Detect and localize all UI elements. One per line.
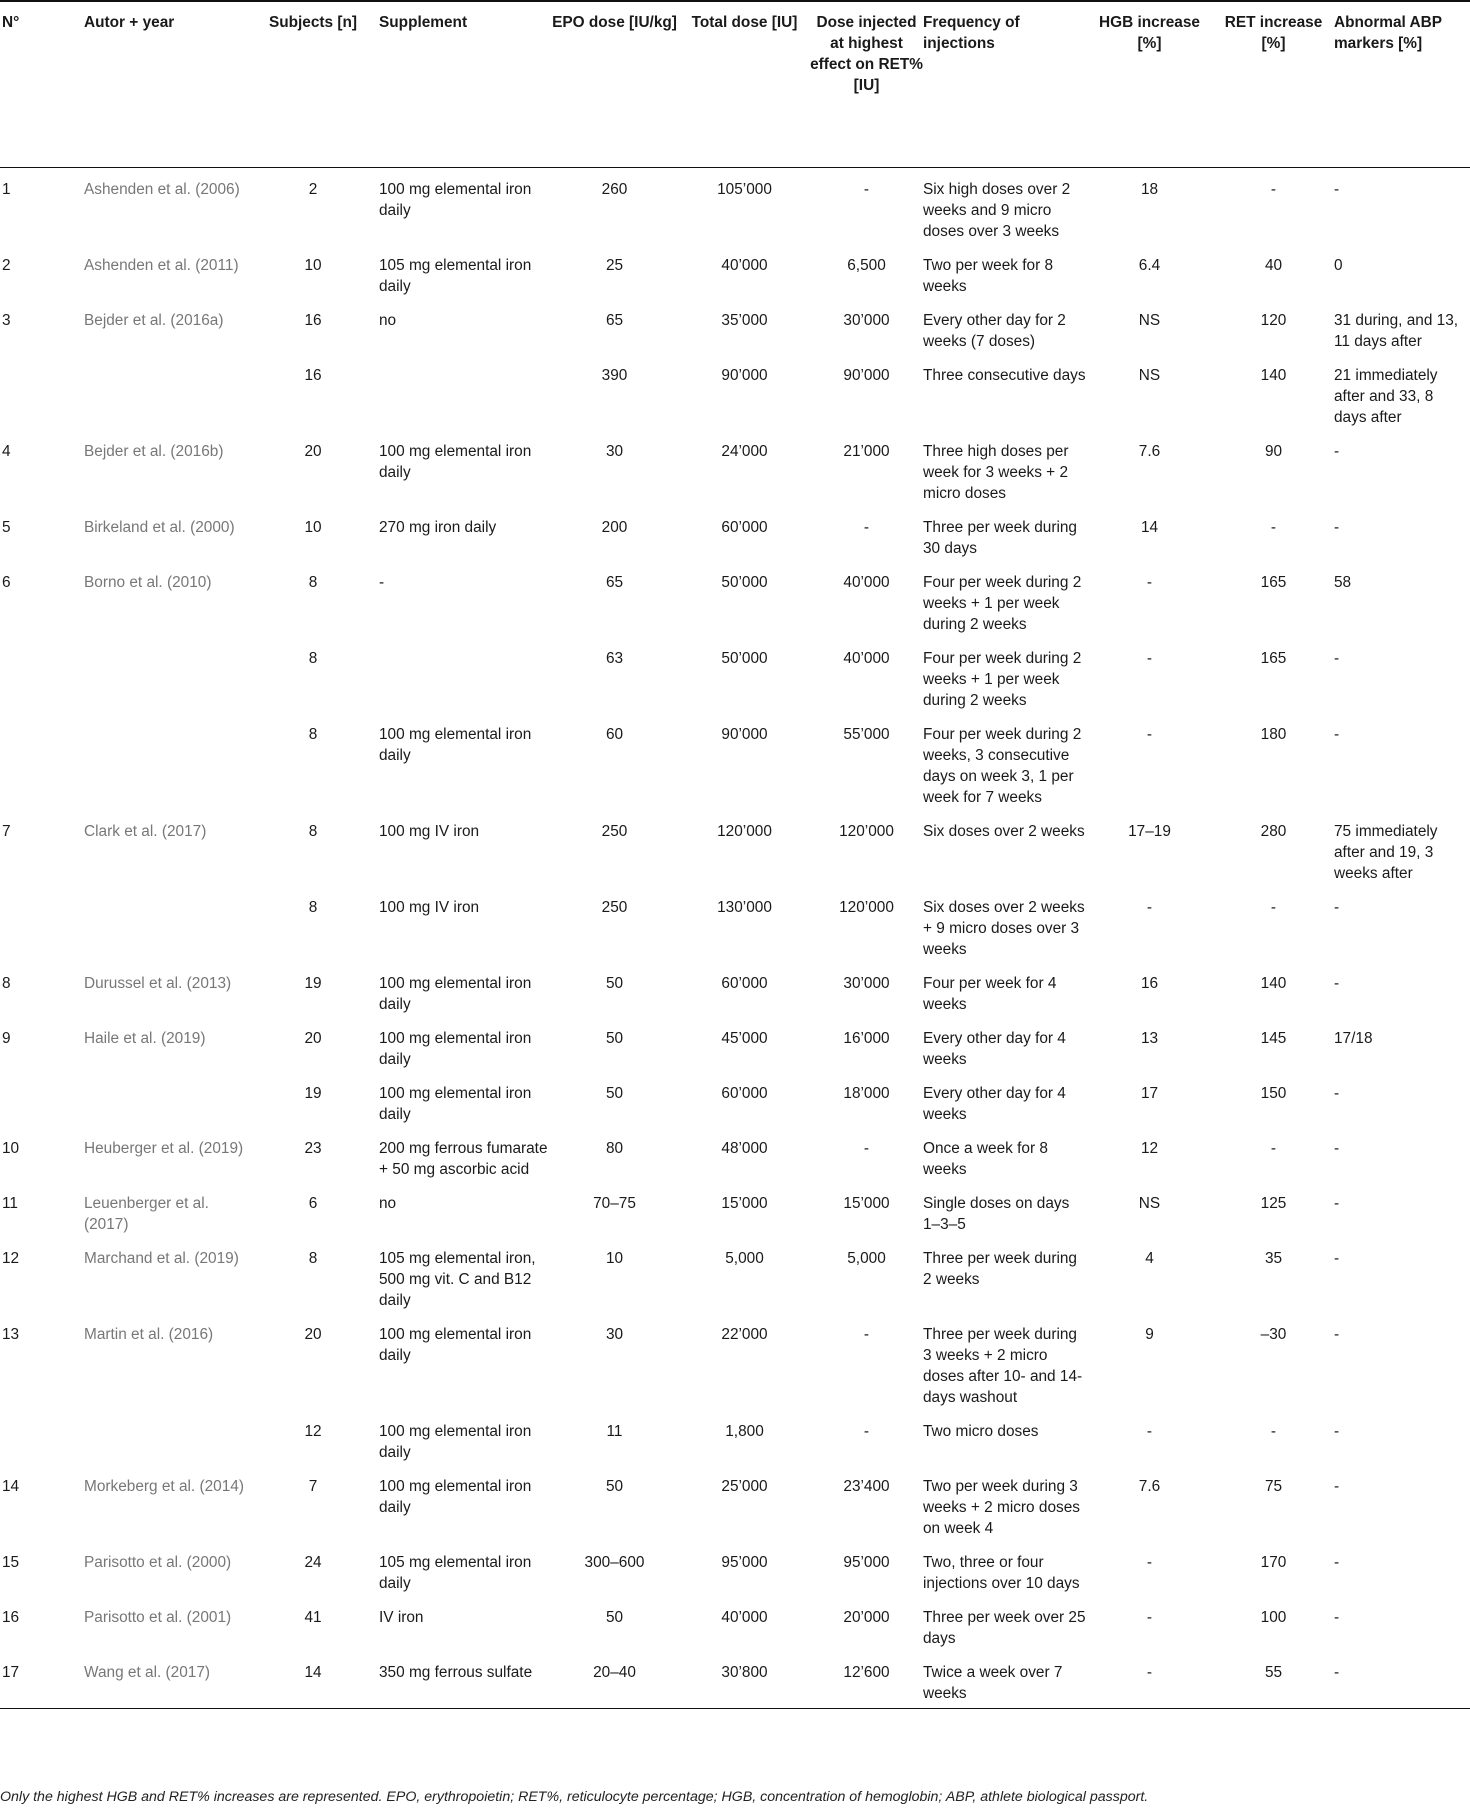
- cell-ret-increase: 40: [1264, 256, 1283, 274]
- cell-frequency: Four per week during 2 weeks + 1 per week during 2 weeks: [923, 573, 1082, 633]
- table-row: [0, 561, 1470, 637]
- cell-abnormal-abp: 17/18: [1334, 1029, 1373, 1047]
- cell-total-dose: 105’000: [717, 180, 772, 198]
- cell-author-year: Martin et al. (2016): [84, 1325, 214, 1343]
- cell-ret-increase: -: [1270, 1422, 1277, 1440]
- cell-hgb-increase: -: [1146, 725, 1153, 743]
- cell-dose-highest-effect: 120’000: [839, 822, 894, 840]
- cell-frequency: Six high doses over 2 weeks and 9 micro doses over 3 weeks: [923, 180, 1071, 240]
- cell-dose-highest-effect: 18’000: [843, 1084, 890, 1102]
- cell-supplement: 100 mg elemental iron daily: [379, 442, 532, 481]
- header-author-year: Autor + year: [84, 1, 247, 167]
- cell-author-year: Borno et al. (2010): [84, 573, 212, 591]
- cell-ret-increase: 170: [1260, 1553, 1287, 1571]
- cell-epo-dose: 50: [605, 1608, 624, 1626]
- cell-number: 5: [2, 518, 11, 536]
- cell-number: 4: [2, 442, 11, 460]
- cell-hgb-increase: -: [1146, 1422, 1153, 1440]
- cell-frequency: Three high doses per week for 3 weeks + 2 micro doses: [923, 442, 1069, 502]
- cell-total-dose: 45’000: [721, 1029, 768, 1047]
- cell-frequency: Six doses over 2 weeks: [923, 822, 1085, 840]
- header-hgb-increase: HGB increase [%]: [1086, 1, 1213, 167]
- table-body: [0, 167, 1470, 1708]
- cell-frequency: Three per week during 2 weeks: [923, 1249, 1077, 1288]
- cell-ret-increase: 55: [1213, 1651, 1334, 1709]
- cell-ret-increase: 100: [1260, 1608, 1287, 1626]
- cell-subjects: 16: [304, 311, 322, 329]
- cell-abnormal-abp: 58: [1334, 573, 1352, 591]
- cell-author-year: [84, 637, 247, 713]
- cell-total-dose: 60’000: [721, 974, 768, 992]
- cell-epo-dose: 70–75: [593, 1194, 636, 1212]
- cell-author-year: [84, 1410, 247, 1465]
- cell-epo-dose: 80: [605, 1139, 624, 1157]
- cell-author-year: Parisotto et al. (2001): [84, 1608, 232, 1626]
- cell-abnormal-abp: -: [1334, 898, 1340, 916]
- cell-hgb-increase: -: [1146, 1553, 1153, 1571]
- cell-frequency: Every other day for 4 weeks: [923, 1029, 1066, 1068]
- cell-ret-increase: 150: [1260, 1084, 1287, 1102]
- cell-ret-increase: 140: [1260, 974, 1287, 992]
- cell-ret-increase: 35: [1264, 1249, 1283, 1267]
- cell-hgb-increase: -: [1146, 898, 1153, 916]
- cell-author-year: Clark et al. (2017): [84, 822, 207, 840]
- cell-supplement: no: [379, 311, 397, 329]
- table-header-row: [0, 1, 1470, 167]
- cell-ret-increase: –30: [1260, 1325, 1287, 1343]
- cell-dose-highest-effect: 30’000: [843, 311, 890, 329]
- cell-abnormal-abp: -: [1334, 1084, 1340, 1102]
- cell-subjects: 8: [308, 1249, 318, 1267]
- cell-frequency: Once a week for 8 weeks: [923, 1139, 1048, 1178]
- cell-number: 7: [2, 822, 11, 840]
- table-row: [0, 167, 1470, 244]
- cell-ret-increase: 165: [1260, 573, 1287, 591]
- cell-epo-dose: 63: [605, 649, 624, 667]
- table-row: [0, 1127, 1470, 1182]
- cell-supplement: 270 mg iron daily: [379, 518, 497, 536]
- cell-author-year: [84, 1072, 247, 1127]
- header-supplement: Supplement: [379, 1, 550, 167]
- table-row: [0, 1465, 1470, 1541]
- cell-abnormal-abp: -: [1334, 1608, 1340, 1626]
- cell-number: 6: [2, 573, 11, 591]
- cell-number: 16: [2, 1608, 20, 1626]
- cell-abnormal-abp: -: [1334, 1553, 1340, 1571]
- table-row: [0, 299, 1470, 354]
- cell-author-year: Wang et al. (2017): [84, 1651, 247, 1709]
- table-row: [0, 713, 1470, 810]
- cell-abnormal-abp: -: [1334, 442, 1340, 460]
- cell-epo-dose: 200: [601, 518, 628, 536]
- cell-frequency: Four per week for 4 weeks: [923, 974, 1057, 1013]
- cell-subjects: 20: [304, 1029, 322, 1047]
- cell-dose-highest-effect: 6,500: [847, 256, 886, 274]
- cell-author-year: Morkeberg et al. (2014): [84, 1477, 244, 1495]
- cell-ret-increase: 75: [1264, 1477, 1283, 1495]
- cell-hgb-increase: -: [1146, 573, 1153, 591]
- cell-abnormal-abp: -: [1334, 518, 1340, 536]
- cell-abnormal-abp: -: [1334, 1325, 1340, 1343]
- cell-supplement: 100 mg elemental iron daily: [379, 1325, 532, 1364]
- table-row: [0, 962, 1470, 1017]
- cell-ret-increase: -: [1270, 898, 1277, 916]
- cell-dose-highest-effect: 95’000: [843, 1553, 890, 1571]
- table-row: [0, 810, 1470, 886]
- cell-supplement: no: [379, 1194, 397, 1212]
- cell-author-year: Ashenden et al. (2011): [84, 256, 239, 274]
- header-ret-increase: RET increase [%]: [1213, 1, 1334, 167]
- cell-total-dose: 25’000: [721, 1477, 768, 1495]
- cell-supplement: 100 mg elemental iron daily: [379, 180, 532, 219]
- cell-total-dose: 22’000: [721, 1325, 768, 1343]
- cell-epo-dose: 25: [605, 256, 624, 274]
- cell-total-dose: 90’000: [721, 366, 768, 384]
- cell-author-year: Marchand et al. (2019): [84, 1249, 239, 1267]
- cell-abnormal-abp: -: [1334, 1477, 1340, 1495]
- cell-number: 1: [2, 180, 11, 198]
- header-frequency: Frequency of injections: [923, 1, 1086, 167]
- cell-supplement: 105 mg elemental iron daily: [379, 1553, 532, 1592]
- cell-supplement: 105 mg elemental iron, 500 mg vit. C and B12 daily: [379, 1249, 536, 1309]
- cell-author-year: Haile et al. (2019): [84, 1029, 206, 1047]
- cell-hgb-increase: 14: [1140, 518, 1159, 536]
- table-row: [0, 506, 1470, 561]
- cell-epo-dose: 30: [605, 1325, 624, 1343]
- cell-frequency: Three per week over 25 days: [923, 1608, 1086, 1647]
- cell-number: 2: [2, 256, 11, 274]
- cell-epo-dose: 250: [601, 898, 628, 916]
- cell-epo-dose: 260: [601, 180, 628, 198]
- cell-total-dose: 95’000: [721, 1553, 768, 1571]
- cell-ret-increase: 180: [1260, 725, 1287, 743]
- table-row: [0, 1182, 1470, 1237]
- cell-total-dose: 24’000: [721, 442, 768, 460]
- header-abnormal-abp: Abnormal ABP markers [%]: [1334, 1, 1470, 167]
- cell-author-year: Leuenberger et al. (2017): [84, 1194, 209, 1233]
- cell-number: 11: [2, 1194, 18, 1212]
- cell-hgb-increase: 16: [1140, 974, 1159, 992]
- cell-author-year: Birkeland et al. (2000): [84, 518, 235, 536]
- table-row: [0, 1651, 1470, 1709]
- cell-author-year: Durussel et al. (2013): [84, 974, 232, 992]
- cell-frequency: Two per week during 3 weeks + 2 micro doses on week 4: [923, 1477, 1080, 1537]
- cell-supplement: [379, 637, 550, 713]
- cell-hgb-increase: 13: [1140, 1029, 1159, 1047]
- cell-dose-highest-effect: 21’000: [843, 442, 890, 460]
- cell-abnormal-abp: -: [1334, 974, 1340, 992]
- cell-subjects: 8: [308, 898, 318, 916]
- cell-number: 9: [2, 1029, 11, 1047]
- cell-frequency: Six doses over 2 weeks + 9 micro doses over 3 weeks: [923, 898, 1085, 958]
- cell-hgb-increase: 7.6: [1138, 1477, 1161, 1495]
- cell-subjects: 10: [304, 518, 322, 536]
- cell-subjects: 6: [308, 1194, 318, 1212]
- cell-total-dose: 60’000: [721, 518, 768, 536]
- cell-number: [0, 713, 84, 810]
- cell-supplement: 350 mg ferrous sulfate: [379, 1651, 550, 1709]
- cell-subjects: 10: [304, 256, 322, 274]
- cell-epo-dose: 50: [605, 1029, 624, 1047]
- header-dose-highest-effect: Dose injected at highest effect on RET% [IU]: [810, 1, 923, 167]
- cell-abnormal-abp: -: [1334, 1249, 1340, 1267]
- cell-subjects: 2: [308, 180, 318, 198]
- cell-total-dose: 130’000: [717, 898, 772, 916]
- cell-supplement: 100 mg elemental iron daily: [379, 1477, 532, 1516]
- cell-number: [0, 886, 84, 962]
- header-subjects: Subjects [n]: [247, 1, 379, 167]
- header-number: N°: [0, 1, 84, 167]
- cell-supplement: 100 mg elemental iron daily: [379, 1029, 532, 1068]
- header-total-dose: Total dose [IU]: [679, 1, 810, 167]
- cell-subjects: 20: [304, 1325, 322, 1343]
- cell-ret-increase: 125: [1260, 1194, 1287, 1212]
- cell-ret-increase: 120: [1260, 311, 1287, 329]
- table-row: [0, 1410, 1470, 1465]
- cell-frequency: Three per week during 3 weeks + 2 micro doses after 10- and 14-days washout: [923, 1325, 1083, 1406]
- cell-subjects: 7: [308, 1477, 318, 1495]
- cell-epo-dose: 20–40: [550, 1651, 679, 1709]
- cell-hgb-increase: 17: [1140, 1084, 1159, 1102]
- cell-total-dose: 90’000: [721, 725, 768, 743]
- cell-supplement: [379, 354, 550, 430]
- cell-frequency: Every other day for 4 weeks: [923, 1084, 1066, 1123]
- table-row: [0, 637, 1470, 713]
- cell-subjects: 41: [304, 1608, 322, 1626]
- cell-author-year: Bejder et al. (2016a): [84, 311, 224, 329]
- table-row: [0, 1596, 1470, 1651]
- cell-epo-dose: 250: [601, 822, 628, 840]
- cell-number: [0, 354, 84, 430]
- cell-epo-dose: 50: [605, 1477, 624, 1495]
- cell-supplement: 100 mg elemental iron daily: [379, 725, 532, 764]
- cell-dose-highest-effect: -: [863, 1139, 870, 1157]
- cell-subjects: 16: [304, 366, 322, 384]
- cell-subjects: 8: [308, 649, 318, 667]
- cell-abnormal-abp: 21 immediately after and 33, 8 days after: [1334, 366, 1438, 426]
- cell-number: [0, 1072, 84, 1127]
- cell-frequency: Two micro doses: [923, 1422, 1039, 1440]
- cell-dose-highest-effect: 55’000: [843, 725, 890, 743]
- table-row: [0, 1541, 1470, 1596]
- cell-author-year: [84, 886, 247, 962]
- cell-total-dose: 48’000: [721, 1139, 768, 1157]
- cell-frequency: Four per week during 2 weeks + 1 per week during 2 weeks: [923, 649, 1082, 709]
- table-row: [0, 244, 1470, 299]
- table-row: [0, 1237, 1470, 1313]
- cell-total-dose: 30’800: [679, 1651, 810, 1709]
- cell-hgb-increase: 7.6: [1138, 442, 1161, 460]
- cell-dose-highest-effect: 23’400: [843, 1477, 890, 1495]
- cell-frequency: Two, three or four injections over 10 days: [923, 1553, 1080, 1592]
- cell-hgb-increase: 12: [1140, 1139, 1159, 1157]
- cell-ret-increase: -: [1270, 1139, 1277, 1157]
- cell-frequency: Two per week for 8 weeks: [923, 256, 1054, 295]
- cell-number: 12: [2, 1249, 20, 1267]
- cell-subjects: 8: [308, 573, 318, 591]
- cell-dose-highest-effect: 40’000: [843, 649, 890, 667]
- cell-supplement: -: [379, 573, 385, 591]
- cell-dose-highest-effect: 12’600: [810, 1651, 923, 1709]
- cell-hgb-increase: NS: [1138, 1194, 1161, 1212]
- cell-author-year: Parisotto et al. (2000): [84, 1553, 232, 1571]
- cell-subjects: 14: [247, 1651, 379, 1709]
- cell-dose-highest-effect: 30’000: [843, 974, 890, 992]
- cell-subjects: 19: [304, 1084, 322, 1102]
- cell-dose-highest-effect: -: [863, 1325, 870, 1343]
- cell-number: 8: [2, 974, 11, 992]
- cell-abnormal-abp: -: [1334, 1651, 1470, 1709]
- cell-hgb-increase: NS: [1138, 366, 1161, 384]
- cell-abnormal-abp: -: [1334, 725, 1340, 743]
- cell-total-dose: 1,800: [725, 1422, 764, 1440]
- cell-epo-dose: 390: [601, 366, 628, 384]
- cell-frequency: Single doses on days 1–3–5: [923, 1194, 1070, 1233]
- cell-number: 17: [0, 1651, 84, 1709]
- cell-supplement: 100 mg elemental iron daily: [379, 1084, 532, 1123]
- cell-total-dose: 50’000: [721, 573, 768, 591]
- cell-subjects: 19: [304, 974, 322, 992]
- cell-abnormal-abp: -: [1334, 1422, 1340, 1440]
- cell-abnormal-abp: -: [1334, 180, 1340, 198]
- cell-abnormal-abp: -: [1334, 1139, 1340, 1157]
- cell-epo-dose: 300–600: [584, 1553, 645, 1571]
- cell-dose-highest-effect: 90’000: [843, 366, 890, 384]
- cell-supplement: 100 mg elemental iron daily: [379, 974, 532, 1013]
- cell-author-year: [84, 713, 247, 810]
- cell-subjects: 20: [304, 442, 322, 460]
- cell-epo-dose: 10: [605, 1249, 624, 1267]
- cell-hgb-increase: 18: [1140, 180, 1159, 198]
- table-row: [0, 430, 1470, 506]
- cell-total-dose: 5,000: [725, 1249, 764, 1267]
- cell-total-dose: 60’000: [721, 1084, 768, 1102]
- cell-ret-increase: 280: [1260, 822, 1287, 840]
- cell-supplement: 100 mg elemental iron daily: [379, 1422, 532, 1461]
- cell-subjects: 23: [304, 1139, 322, 1157]
- cell-subjects: 12: [304, 1422, 322, 1440]
- cell-frequency: Every other day for 2 weeks (7 doses): [923, 311, 1066, 350]
- cell-dose-highest-effect: -: [863, 1422, 870, 1440]
- cell-epo-dose: 11: [606, 1422, 623, 1440]
- cell-epo-dose: 50: [605, 1084, 624, 1102]
- cell-total-dose: 35’000: [721, 311, 768, 329]
- cell-frequency: Twice a week over 7 weeks: [923, 1651, 1086, 1709]
- table-row: [0, 1017, 1470, 1072]
- cell-dose-highest-effect: 16’000: [843, 1029, 890, 1047]
- cell-number: [0, 637, 84, 713]
- table-row: [0, 1072, 1470, 1127]
- cell-abnormal-abp: 0: [1334, 256, 1343, 274]
- cell-subjects: 8: [308, 725, 318, 743]
- cell-frequency: Three consecutive days: [923, 366, 1086, 384]
- cell-hgb-increase: 6.4: [1138, 256, 1161, 274]
- cell-hgb-increase: -: [1146, 649, 1153, 667]
- cell-epo-dose: 30: [605, 442, 624, 460]
- header-epo-dose: EPO dose [IU/kg]: [550, 1, 679, 167]
- cell-number: 3: [2, 311, 11, 329]
- cell-dose-highest-effect: 20’000: [843, 1608, 890, 1626]
- table-row: [0, 354, 1470, 430]
- cell-author-year: [84, 354, 247, 430]
- cell-epo-dose: 60: [605, 725, 624, 743]
- cell-subjects: 8: [308, 822, 318, 840]
- cell-total-dose: 15’000: [721, 1194, 768, 1212]
- cell-subjects: 24: [304, 1553, 322, 1571]
- cell-number: 10: [2, 1139, 20, 1157]
- cell-hgb-increase: 9: [1145, 1325, 1154, 1343]
- cell-abnormal-abp: -: [1334, 1194, 1340, 1212]
- cell-number: 14: [2, 1477, 20, 1495]
- cell-hgb-increase: 17–19: [1128, 822, 1171, 840]
- cell-supplement: 100 mg IV iron: [379, 898, 480, 916]
- cell-hgb-increase: NS: [1138, 311, 1161, 329]
- cell-abnormal-abp: 75 immediately after and 19, 3 weeks after: [1334, 822, 1438, 882]
- cell-author-year: Ashenden et al. (2006): [84, 180, 240, 198]
- cell-frequency: Three per week during 30 days: [923, 518, 1077, 557]
- cell-number: 13: [2, 1325, 20, 1343]
- cell-ret-increase: 140: [1260, 366, 1287, 384]
- cell-hgb-increase: 4: [1145, 1249, 1154, 1267]
- cell-dose-highest-effect: 120’000: [839, 898, 894, 916]
- table-row: [0, 1313, 1470, 1410]
- cell-number: [0, 1410, 84, 1465]
- cell-total-dose: 40’000: [721, 256, 768, 274]
- cell-total-dose: 50’000: [721, 649, 768, 667]
- cell-dose-highest-effect: 5,000: [847, 1249, 886, 1267]
- cell-epo-dose: 65: [605, 573, 624, 591]
- cell-ret-increase: 90: [1264, 442, 1283, 460]
- cell-number: 15: [2, 1553, 20, 1571]
- cell-ret-increase: -: [1270, 518, 1277, 536]
- cell-dose-highest-effect: -: [863, 180, 870, 198]
- cell-epo-dose: 65: [605, 311, 624, 329]
- cell-ret-increase: 145: [1260, 1029, 1287, 1047]
- cell-total-dose: 40’000: [721, 1608, 768, 1626]
- cell-total-dose: 120’000: [717, 822, 772, 840]
- cell-abnormal-abp: -: [1334, 649, 1340, 667]
- cell-abnormal-abp: 31 during, and 13, 11 days after: [1334, 311, 1459, 350]
- cell-epo-dose: 50: [605, 974, 624, 992]
- cell-supplement: 100 mg IV iron: [379, 822, 480, 840]
- cell-supplement: 200 mg ferrous fumarate + 50 mg ascorbic acid: [379, 1139, 548, 1178]
- cell-frequency: Four per week during 2 weeks, 3 consecutive days on week 3, 1 per week for 7 weeks: [923, 725, 1082, 806]
- cell-dose-highest-effect: 40’000: [843, 573, 890, 591]
- cell-supplement: IV iron: [379, 1608, 424, 1626]
- cell-hgb-increase: -: [1146, 1608, 1153, 1626]
- cell-author-year: Heuberger et al. (2019): [84, 1139, 244, 1157]
- table-footnote: Only the highest HGB and RET% increases are represented. EPO, erythropoietin; RET%, reticulocyte percentage; HGB, concentration of hemoglobin; ABP, athlete biological passport.: [0, 1789, 1149, 1805]
- cell-ret-increase: -: [1270, 180, 1277, 198]
- cell-author-year: Bejder et al. (2016b): [84, 442, 224, 460]
- cell-hgb-increase: -: [1086, 1651, 1213, 1709]
- table-row: [0, 886, 1470, 962]
- cell-dose-highest-effect: 15’000: [843, 1194, 890, 1212]
- cell-dose-highest-effect: -: [863, 518, 870, 536]
- cell-supplement: 105 mg elemental iron daily: [379, 256, 532, 295]
- cell-ret-increase: 165: [1260, 649, 1287, 667]
